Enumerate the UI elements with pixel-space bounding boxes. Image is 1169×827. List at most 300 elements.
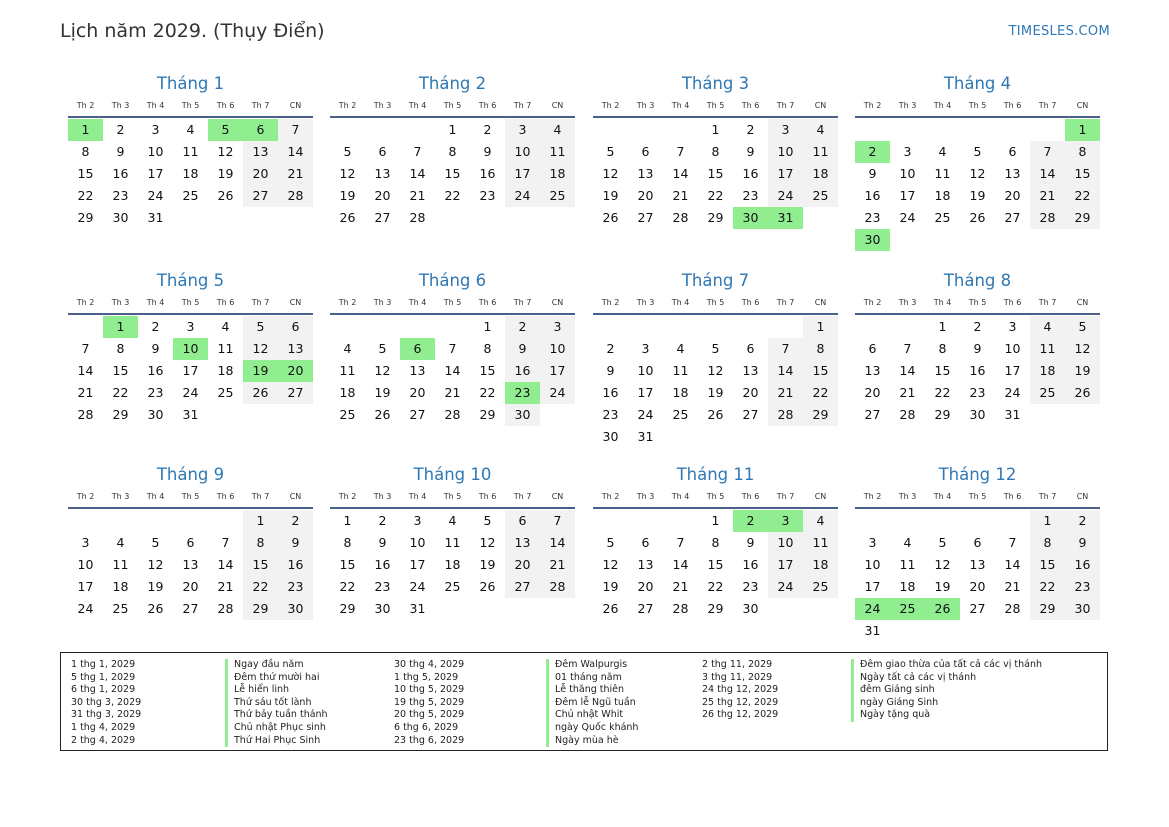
holiday-legend	[60, 652, 1108, 751]
empty-cell	[925, 510, 960, 532]
month-block	[855, 465, 1100, 642]
weekday-label: Th 4	[933, 492, 952, 501]
weekday-label: Th 5	[443, 492, 462, 501]
weekday-label: Th 6	[216, 492, 235, 501]
legend-date: 1 thg 4, 2029	[71, 721, 136, 733]
day-cell: 20	[409, 385, 426, 400]
day-cell: 23	[1065, 576, 1100, 598]
day-cell: 27	[505, 576, 540, 598]
legend-date: 25 thg 12, 2029	[702, 696, 779, 708]
day-cell: 8	[938, 341, 947, 356]
day-cell: 11	[444, 535, 461, 550]
day-cell: 19	[1065, 360, 1100, 382]
day-cell: 4	[903, 535, 912, 550]
day-cell: 23	[374, 579, 391, 594]
day-cell: 16	[602, 385, 619, 400]
day-cell: 29	[479, 407, 496, 422]
legend-holiday-name: Đêm giao thừa của tất cả các vị thánh	[851, 659, 1042, 672]
day-cell: 7	[676, 144, 685, 159]
weekday-header	[68, 100, 313, 112]
day-cell: 13	[243, 141, 278, 163]
holiday-day-cell: 26	[925, 598, 960, 620]
divider	[330, 116, 575, 118]
legend-date: 19 thg 5, 2029	[394, 696, 465, 708]
weekday-header	[593, 491, 838, 503]
day-cell: 17	[899, 188, 916, 203]
day-grid	[855, 316, 1100, 426]
day-cell: 30	[742, 601, 759, 616]
day-cell: 14	[768, 360, 803, 382]
day-cell: 16	[278, 554, 313, 576]
day-cell: 18	[803, 163, 838, 185]
weekday-label: Th 2	[601, 101, 620, 110]
day-cell: 22	[803, 382, 838, 404]
day-cell: 24	[540, 382, 575, 404]
weekday-label: Th 7	[513, 492, 532, 501]
day-cell: 31	[864, 623, 881, 638]
day-cell: 26	[243, 382, 278, 404]
day-cell: 8	[711, 535, 720, 550]
weekday-label: Th 7	[776, 492, 795, 501]
legend-holiday-name: Chủ nhật Phục sinh	[225, 722, 328, 735]
day-cell: 1	[711, 122, 720, 137]
legend-holiday-name: Ngay đầu năm	[225, 659, 328, 672]
empty-cell	[593, 510, 628, 532]
weekday-label: CN	[551, 492, 564, 501]
day-cell: 8	[81, 144, 90, 159]
day-cell: 6	[1008, 144, 1017, 159]
day-cell: 9	[151, 341, 160, 356]
weekday-label: Th 3	[898, 492, 917, 501]
day-cell: 10	[147, 144, 164, 159]
empty-cell	[628, 316, 663, 338]
day-cell: 8	[483, 341, 492, 356]
day-cell: 17	[409, 557, 426, 572]
day-cell: 21	[540, 554, 575, 576]
day-cell: 15	[707, 166, 724, 181]
weekday-label: Th 3	[898, 298, 917, 307]
day-cell: 5	[243, 316, 278, 338]
day-cell: 31	[637, 429, 654, 444]
day-cell: 23	[278, 576, 313, 598]
day-cell: 17	[540, 360, 575, 382]
weekday-header	[855, 297, 1100, 309]
day-cell: 29	[339, 601, 356, 616]
day-cell: 15	[339, 557, 356, 572]
weekday-label: Th 3	[373, 492, 392, 501]
weekday-label: CN	[289, 298, 302, 307]
weekday-label: Th 4	[933, 101, 952, 110]
day-cell: 18	[1030, 360, 1065, 382]
day-cell: 3	[540, 316, 575, 338]
day-cell: 25	[803, 576, 838, 598]
day-cell: 22	[479, 385, 496, 400]
weekday-label: CN	[1076, 492, 1089, 501]
day-cell: 28	[672, 601, 689, 616]
day-cell: 9	[606, 363, 615, 378]
day-cell: 10	[505, 141, 540, 163]
day-cell: 30	[969, 407, 986, 422]
day-cell: 20	[243, 163, 278, 185]
holiday-day-cell: 1	[68, 119, 103, 141]
day-cell: 1	[483, 319, 492, 334]
weekday-label: Th 5	[968, 492, 987, 501]
day-cell: 23	[602, 407, 619, 422]
day-cell: 8	[243, 532, 278, 554]
day-cell: 24	[637, 407, 654, 422]
day-cell: 18	[182, 166, 199, 181]
day-cell: 5	[938, 535, 947, 550]
empty-cell	[890, 119, 925, 141]
day-cell: 21	[672, 188, 689, 203]
day-cell: 21	[899, 385, 916, 400]
divider	[330, 507, 575, 509]
day-cell: 21	[278, 163, 313, 185]
weekday-header	[855, 491, 1100, 503]
weekday-label: Th 3	[636, 298, 655, 307]
day-cell: 7	[676, 535, 685, 550]
month-block	[855, 271, 1100, 426]
day-cell: 31	[182, 407, 199, 422]
legend-holiday-name: ngày Quốc khánh	[546, 722, 638, 735]
legend-date-column	[702, 659, 778, 722]
weekday-label: Th 6	[741, 101, 760, 110]
day-cell: 14	[899, 363, 916, 378]
holiday-day-cell: 2	[733, 510, 768, 532]
day-grid	[593, 316, 838, 448]
day-cell: 27	[374, 210, 391, 225]
month-name: Tháng 10	[413, 465, 492, 484]
month-block	[68, 465, 313, 620]
month-name: Tháng 4	[943, 74, 1012, 93]
day-cell: 13	[374, 166, 391, 181]
weekday-label: Th 2	[338, 101, 357, 110]
day-cell: 22	[707, 188, 724, 203]
day-cell: 15	[707, 557, 724, 572]
day-cell: 8	[711, 144, 720, 159]
day-cell: 5	[606, 144, 615, 159]
weekday-label: Th 7	[776, 298, 795, 307]
month-name: Tháng 9	[156, 465, 225, 484]
day-cell: 3	[81, 535, 90, 550]
day-cell: 10	[899, 166, 916, 181]
legend-date: 1 thg 5, 2029	[394, 671, 459, 683]
day-cell: 29	[1030, 598, 1065, 620]
weekday-header	[68, 297, 313, 309]
empty-cell	[698, 316, 733, 338]
holiday-day-cell: 30	[733, 207, 768, 229]
day-cell: 29	[243, 598, 278, 620]
legend-holiday-name: 01 tháng năm	[546, 672, 638, 685]
day-cell: 3	[641, 341, 650, 356]
divider	[68, 116, 313, 118]
weekday-label: CN	[551, 298, 564, 307]
day-cell: 26	[217, 188, 234, 203]
legend-date: 30 thg 4, 2029	[394, 659, 465, 670]
day-cell: 22	[934, 385, 951, 400]
day-cell: 24	[147, 188, 164, 203]
legend-date: 6 thg 6, 2029	[394, 721, 459, 733]
month-block	[68, 74, 313, 229]
day-cell: 28	[672, 210, 689, 225]
weekday-label: Th 5	[181, 492, 200, 501]
site-link[interactable]: TIMESLES.COM	[1008, 24, 1110, 39]
weekday-header	[593, 100, 838, 112]
weekday-label: Th 4	[146, 101, 165, 110]
day-grid	[855, 510, 1100, 642]
day-cell: 15	[479, 363, 496, 378]
month-block	[68, 271, 313, 426]
legend-name-column	[225, 659, 328, 747]
legend-date: 1 thg 1, 2029	[71, 659, 136, 670]
month-name: Tháng 11	[676, 465, 755, 484]
month-name: Tháng 5	[156, 271, 225, 290]
day-cell: 20	[1004, 188, 1021, 203]
day-cell: 18	[672, 385, 689, 400]
day-cell: 8	[116, 341, 125, 356]
day-cell: 30	[147, 407, 164, 422]
legend-holiday-name: Đêm thứ mười hai	[225, 672, 328, 685]
day-cell: 28	[1004, 601, 1021, 616]
empty-cell	[995, 119, 1030, 141]
weekday-label: Th 5	[706, 101, 725, 110]
day-grid	[330, 119, 575, 229]
legend-holiday-name: Đêm lễ Ngũ tuần	[546, 697, 638, 710]
day-cell: 12	[374, 363, 391, 378]
day-grid	[593, 510, 838, 620]
day-cell: 19	[602, 188, 619, 203]
empty-cell	[628, 119, 663, 141]
weekday-label: Th 6	[1003, 101, 1022, 110]
weekday-label: Th 7	[1038, 492, 1057, 501]
empty-cell	[663, 510, 698, 532]
weekday-label: Th 7	[251, 101, 270, 110]
legend-date-column	[394, 659, 464, 747]
day-cell: 21	[672, 579, 689, 594]
day-cell: 20	[182, 579, 199, 594]
day-cell: 9	[746, 144, 755, 159]
day-cell: 25	[1030, 382, 1065, 404]
day-cell: 25	[112, 601, 129, 616]
day-cell: 2	[378, 513, 387, 528]
divider	[593, 507, 838, 509]
legend-holiday-name: Thứ Hai Phục Sinh	[225, 735, 328, 748]
day-cell: 6	[278, 316, 313, 338]
day-cell: 14	[672, 557, 689, 572]
weekday-label: Th 4	[408, 101, 427, 110]
legend-holiday-name: đêm Giáng sinh	[851, 684, 1042, 697]
day-cell: 4	[803, 510, 838, 532]
empty-cell	[663, 316, 698, 338]
day-cell: 20	[637, 579, 654, 594]
day-cell: 30	[112, 210, 129, 225]
day-cell: 29	[707, 601, 724, 616]
empty-cell	[138, 510, 173, 532]
empty-cell	[890, 510, 925, 532]
empty-cell	[593, 119, 628, 141]
day-cell: 10	[768, 141, 803, 163]
day-cell: 17	[182, 363, 199, 378]
day-cell: 12	[1065, 338, 1100, 360]
day-cell: 13	[1004, 166, 1021, 181]
day-cell: 1	[448, 122, 457, 137]
day-cell: 4	[448, 513, 457, 528]
day-cell: 26	[1065, 382, 1100, 404]
weekday-label: Th 2	[601, 492, 620, 501]
day-cell: 5	[606, 535, 615, 550]
legend-holiday-name: Thứ bảy tuần thánh	[225, 709, 328, 722]
day-cell: 1	[803, 316, 838, 338]
empty-cell	[173, 510, 208, 532]
day-cell: 11	[339, 363, 356, 378]
day-cell: 22	[243, 576, 278, 598]
weekday-label: Th 2	[601, 298, 620, 307]
day-grid	[68, 316, 313, 426]
holiday-day-cell: 2	[855, 141, 890, 163]
holiday-day-cell: 1	[103, 316, 138, 338]
day-cell: 26	[602, 210, 619, 225]
weekday-label: CN	[814, 492, 827, 501]
day-cell: 17	[505, 163, 540, 185]
day-cell: 20	[742, 385, 759, 400]
legend-holiday-name: Ngày mùa hè	[546, 735, 638, 748]
day-cell: 12	[969, 166, 986, 181]
legend-holiday-name: Chủ nhật Whit	[546, 709, 638, 722]
legend-date: 2 thg 4, 2029	[71, 734, 136, 746]
day-cell: 10	[1004, 341, 1021, 356]
weekday-label: Th 2	[76, 492, 95, 501]
day-cell: 27	[637, 210, 654, 225]
empty-cell	[330, 316, 365, 338]
legend-holiday-name: Đêm Walpurgis	[546, 659, 638, 672]
weekday-label: Th 6	[1003, 492, 1022, 501]
day-cell: 11	[217, 341, 234, 356]
weekday-label: Th 6	[478, 298, 497, 307]
day-cell: 18	[934, 188, 951, 203]
weekday-label: Th 5	[181, 298, 200, 307]
day-cell: 30	[278, 598, 313, 620]
weekday-label: Th 5	[706, 298, 725, 307]
day-cell: 30	[505, 404, 540, 426]
day-cell: 1	[1030, 510, 1065, 532]
day-cell: 4	[540, 119, 575, 141]
day-cell: 29	[1065, 207, 1100, 229]
day-cell: 15	[243, 554, 278, 576]
day-cell: 8	[803, 338, 838, 360]
day-cell: 14	[217, 557, 234, 572]
day-cell: 27	[278, 382, 313, 404]
day-cell: 27	[409, 407, 426, 422]
day-cell: 11	[540, 141, 575, 163]
day-cell: 15	[1030, 554, 1065, 576]
day-cell: 3	[186, 319, 195, 334]
legend-date: 2 thg 11, 2029	[702, 659, 773, 670]
day-cell: 14	[278, 141, 313, 163]
day-cell: 25	[540, 185, 575, 207]
day-cell: 1	[938, 319, 947, 334]
day-cell: 9	[1065, 532, 1100, 554]
day-cell: 26	[479, 579, 496, 594]
day-cell: 28	[899, 407, 916, 422]
holiday-day-cell: 24	[855, 598, 890, 620]
day-cell: 11	[1030, 338, 1065, 360]
day-cell: 24	[768, 185, 803, 207]
holiday-day-cell: 30	[855, 229, 890, 251]
empty-cell	[733, 316, 768, 338]
day-cell: 23	[864, 210, 881, 225]
legend-date: 26 thg 12, 2029	[702, 709, 779, 721]
divider	[855, 507, 1100, 509]
day-cell: 23	[147, 385, 164, 400]
day-cell: 18	[112, 579, 129, 594]
divider	[68, 313, 313, 315]
day-cell: 16	[147, 363, 164, 378]
day-cell: 12	[707, 363, 724, 378]
empty-cell	[855, 316, 890, 338]
day-cell: 2	[505, 316, 540, 338]
day-cell: 6	[641, 535, 650, 550]
day-cell: 12	[217, 144, 234, 159]
day-cell: 9	[278, 532, 313, 554]
holiday-day-cell: 1	[1065, 119, 1100, 141]
day-cell: 5	[973, 144, 982, 159]
page-title: Lịch năm 2029. (Thụy Điển)	[60, 20, 325, 42]
day-cell: 23	[969, 385, 986, 400]
day-cell: 26	[147, 601, 164, 616]
day-cell: 7	[278, 119, 313, 141]
legend-holiday-name: Lễ hiển linh	[225, 684, 328, 697]
weekday-label: Th 4	[671, 101, 690, 110]
weekday-label: Th 5	[706, 492, 725, 501]
day-cell: 6	[641, 144, 650, 159]
weekday-label: CN	[289, 492, 302, 501]
legend-date-column	[71, 659, 141, 747]
day-cell: 16	[742, 557, 759, 572]
empty-cell	[995, 510, 1030, 532]
day-cell: 21	[444, 385, 461, 400]
day-cell: 3	[868, 535, 877, 550]
day-cell: 4	[1030, 316, 1065, 338]
weekday-label: Th 6	[216, 101, 235, 110]
day-cell: 23	[112, 188, 129, 203]
day-cell: 18	[540, 163, 575, 185]
day-cell: 14	[77, 363, 94, 378]
month-block	[330, 271, 575, 426]
empty-cell	[768, 316, 803, 338]
weekday-label: Th 4	[671, 492, 690, 501]
holiday-day-cell: 6	[400, 338, 435, 360]
day-cell: 18	[803, 554, 838, 576]
day-cell: 9	[505, 338, 540, 360]
day-cell: 24	[768, 576, 803, 598]
day-cell: 13	[969, 557, 986, 572]
day-grid	[330, 510, 575, 620]
day-cell: 2	[606, 341, 615, 356]
day-cell: 21	[1004, 579, 1021, 594]
day-cell: 3	[413, 513, 422, 528]
day-cell: 16	[374, 557, 391, 572]
legend-holiday-name: Lễ thăng thiên	[546, 684, 638, 697]
day-cell: 2	[278, 510, 313, 532]
day-cell: 12	[243, 338, 278, 360]
day-cell: 21	[768, 382, 803, 404]
day-cell: 24	[1004, 385, 1021, 400]
day-cell: 15	[1065, 163, 1100, 185]
day-cell: 20	[864, 385, 881, 400]
day-cell: 17	[77, 579, 94, 594]
day-cell: 11	[803, 532, 838, 554]
day-cell: 11	[182, 144, 199, 159]
